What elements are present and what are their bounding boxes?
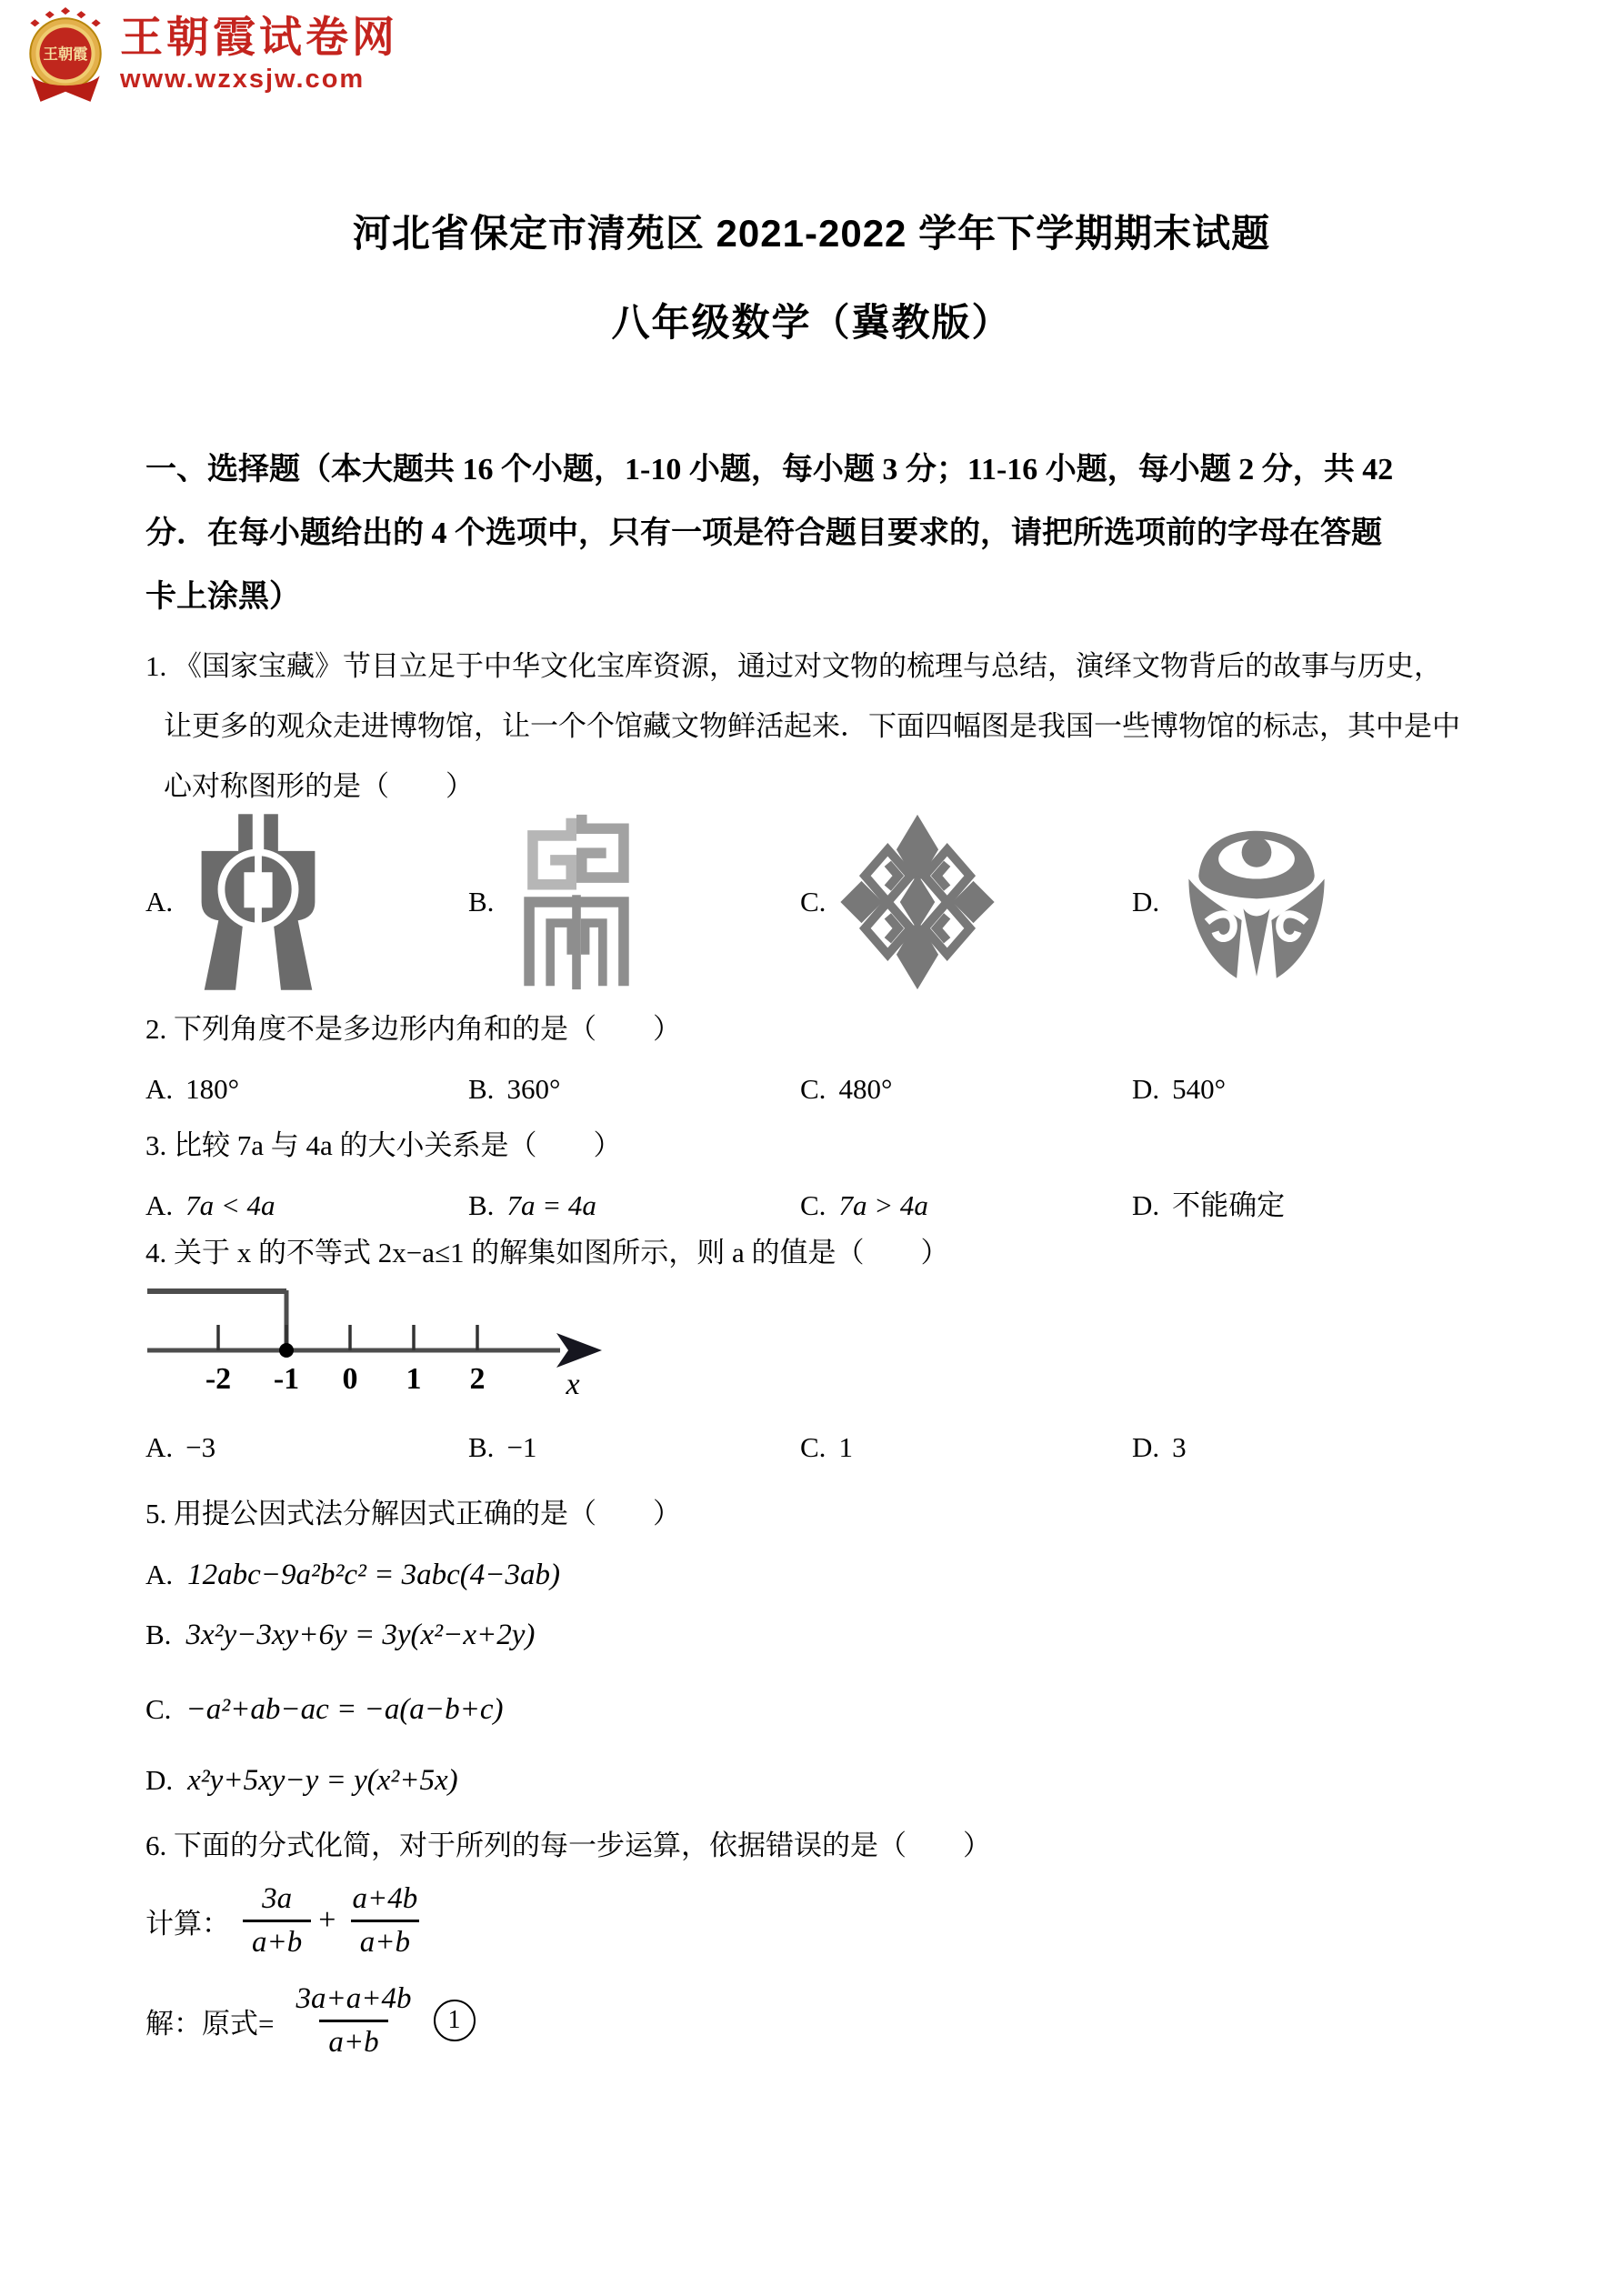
option-label: C. bbox=[800, 1189, 827, 1221]
fraction-numerator: 3a+a+4b bbox=[296, 1982, 412, 2015]
option-label: C. bbox=[800, 1431, 827, 1463]
medal-badge-icon bbox=[24, 5, 107, 107]
question-3: 3. 比较 7a 与 4a 的大小关系是（ ） bbox=[145, 1129, 622, 1161]
tick-label: -1 bbox=[273, 1362, 300, 1396]
option-label: C. bbox=[800, 886, 827, 917]
option-label: A. bbox=[145, 1073, 174, 1105]
option-label: D. bbox=[1132, 886, 1160, 917]
tick-label: 0 bbox=[342, 1362, 358, 1396]
option-a-figure bbox=[145, 806, 468, 998]
option-label: A. bbox=[145, 1189, 174, 1221]
fraction-numerator: 3a bbox=[262, 1882, 293, 1915]
option-label: B. bbox=[145, 1619, 172, 1650]
option-label: C. bbox=[145, 1693, 172, 1725]
option-b bbox=[468, 1188, 800, 1224]
option-label: C. bbox=[800, 1073, 827, 1105]
page-title: 河北省保定市清苑区 2021-2022 学年下学期期末试题 bbox=[352, 212, 1271, 255]
fraction-denominator: a+b bbox=[319, 2020, 387, 2063]
fraction-numerator: a+4b bbox=[352, 1882, 418, 1915]
option-value: 360° bbox=[506, 1073, 561, 1105]
option-label: D. bbox=[1132, 1431, 1160, 1463]
tick-label: -2 bbox=[205, 1362, 232, 1396]
question-5-option-c bbox=[145, 1691, 503, 1728]
site-logo bbox=[24, 5, 398, 107]
arrow-head-icon bbox=[556, 1333, 602, 1368]
option-value: 480° bbox=[838, 1073, 893, 1105]
number-line-figure bbox=[145, 1278, 618, 1414]
option-label: D. bbox=[145, 1764, 174, 1796]
axis-label: x bbox=[566, 1368, 580, 1401]
option-value: 不能确定 bbox=[1172, 1189, 1286, 1221]
option-b bbox=[468, 1071, 800, 1108]
question-4: 4. 关于 x 的不等式 2x−a≤1 的解集如图所示，则 a 的值是（ ） bbox=[145, 1237, 949, 1268]
question-2: 2. 下列角度不是多边形内角和的是（ ） bbox=[145, 1013, 681, 1045]
fraction bbox=[286, 1979, 420, 2063]
option-b-figure bbox=[468, 806, 800, 998]
section-line: 一、选择题（本大题共 16 个小题，1-10 小题，每小题 3 分；11-16 小题，每小题 2 分，共 42 bbox=[145, 453, 1394, 486]
option-value: x²y+5xy−y = y(x²+5x) bbox=[187, 1764, 458, 1797]
museum-logo-a-icon bbox=[187, 811, 329, 993]
section-header bbox=[145, 438, 1491, 629]
option-value: 1 bbox=[838, 1431, 853, 1463]
page-subtitle: 八年级数学（冀教版） bbox=[611, 301, 1012, 344]
question-5-option-d bbox=[145, 1762, 458, 1799]
step-1-mark: 1 bbox=[434, 2000, 476, 2041]
option-c bbox=[800, 1429, 1132, 1466]
fraction bbox=[243, 1879, 311, 1963]
option-label: D. bbox=[1132, 1189, 1160, 1221]
option-label: B. bbox=[468, 1431, 495, 1463]
option-d bbox=[1132, 1071, 1491, 1108]
question-1-line: 1. 《国家宝藏》节目立足于中华文化宝库资源，通过对文物的梳理与总结，演绎文物背后的故事与历史， bbox=[145, 650, 1442, 682]
option-c-figure bbox=[800, 806, 1132, 998]
option-label: B. bbox=[468, 1189, 495, 1221]
calc-label: 计算： bbox=[145, 1907, 230, 1940]
question-4-options bbox=[145, 1429, 1491, 1466]
site-name: 王朝霞试卷网 bbox=[120, 13, 398, 61]
question-1 bbox=[145, 637, 1491, 817]
site-url: www.wzxsjw.com bbox=[120, 65, 366, 95]
solve-label: 解：原式= bbox=[145, 2007, 275, 2040]
museum-logo-c-icon bbox=[840, 811, 995, 993]
option-d bbox=[1132, 1429, 1491, 1466]
closed-dot bbox=[279, 1343, 294, 1358]
question-3-options bbox=[145, 1188, 1491, 1224]
option-value: −3 bbox=[185, 1431, 216, 1463]
fraction-denominator: a+b bbox=[351, 1920, 419, 1963]
question-1-line: 让更多的观众走进博物馆，让一个个馆藏文物鲜活起来．下面四幅图是我国一些博物馆的标志，其中是中 bbox=[164, 710, 1460, 742]
option-c bbox=[800, 1188, 1132, 1224]
question-2-options bbox=[145, 1071, 1491, 1108]
option-b bbox=[468, 1429, 800, 1466]
option-a bbox=[145, 1429, 468, 1466]
question-5: 5. 用提公因式法分解因式正确的是（ ） bbox=[145, 1498, 681, 1529]
option-label: A. bbox=[145, 1431, 174, 1463]
option-label: A. bbox=[145, 886, 174, 917]
badge-text: 王朝霞 bbox=[43, 45, 88, 64]
plus-operator: + bbox=[318, 1903, 336, 1938]
option-value: 180° bbox=[185, 1073, 240, 1105]
option-label: B. bbox=[468, 1073, 495, 1105]
question-6-solution-step bbox=[145, 1979, 476, 2063]
option-c bbox=[800, 1071, 1132, 1108]
fraction bbox=[343, 1879, 426, 1963]
option-value: 3 bbox=[1172, 1431, 1187, 1463]
fraction-denominator: a+b bbox=[243, 1920, 311, 1963]
section-line: 卡上涂黑） bbox=[145, 580, 300, 614]
option-label: B. bbox=[468, 886, 495, 917]
option-a bbox=[145, 1071, 468, 1108]
option-a bbox=[145, 1188, 468, 1224]
option-value: −1 bbox=[506, 1431, 537, 1463]
option-value: 7a > 4a bbox=[838, 1189, 928, 1221]
option-d-figure bbox=[1132, 806, 1491, 998]
question-1-figure-options bbox=[145, 806, 1491, 998]
option-value: 3x²y−3xy+6y = 3y(x²−x+2y) bbox=[185, 1619, 536, 1651]
option-label: A. bbox=[145, 1559, 174, 1590]
option-label: D. bbox=[1132, 1073, 1160, 1105]
option-value: 7a = 4a bbox=[506, 1189, 596, 1221]
section-line: 分．在每小题给出的 4 个选项中，只有一项是符合题目要求的，请把所选项前的字母在答题 bbox=[145, 516, 1382, 550]
museum-logo-b-icon bbox=[508, 811, 645, 993]
tick-label: 2 bbox=[469, 1362, 486, 1396]
question-1-line: 心对称图形的是（ ） bbox=[164, 770, 474, 802]
option-value: 540° bbox=[1172, 1073, 1227, 1105]
question-6: 6. 下面的分式化简，对于所列的每一步运算，依据错误的是（ ） bbox=[145, 1830, 991, 1861]
option-value: 7a < 4a bbox=[185, 1189, 276, 1221]
brand-text bbox=[120, 5, 398, 95]
option-d bbox=[1132, 1188, 1491, 1224]
question-5-option-a bbox=[145, 1557, 560, 1593]
museum-logo-d-icon bbox=[1174, 819, 1339, 985]
question-5-option-b bbox=[145, 1617, 535, 1653]
option-value: 12abc−9a²b²c² = 3abc(4−3ab) bbox=[187, 1559, 561, 1591]
option-value: −a²+ab−ac = −a(a−b+c) bbox=[185, 1693, 504, 1726]
tick-label: 1 bbox=[406, 1362, 422, 1396]
question-6-calculation bbox=[145, 1879, 426, 1963]
